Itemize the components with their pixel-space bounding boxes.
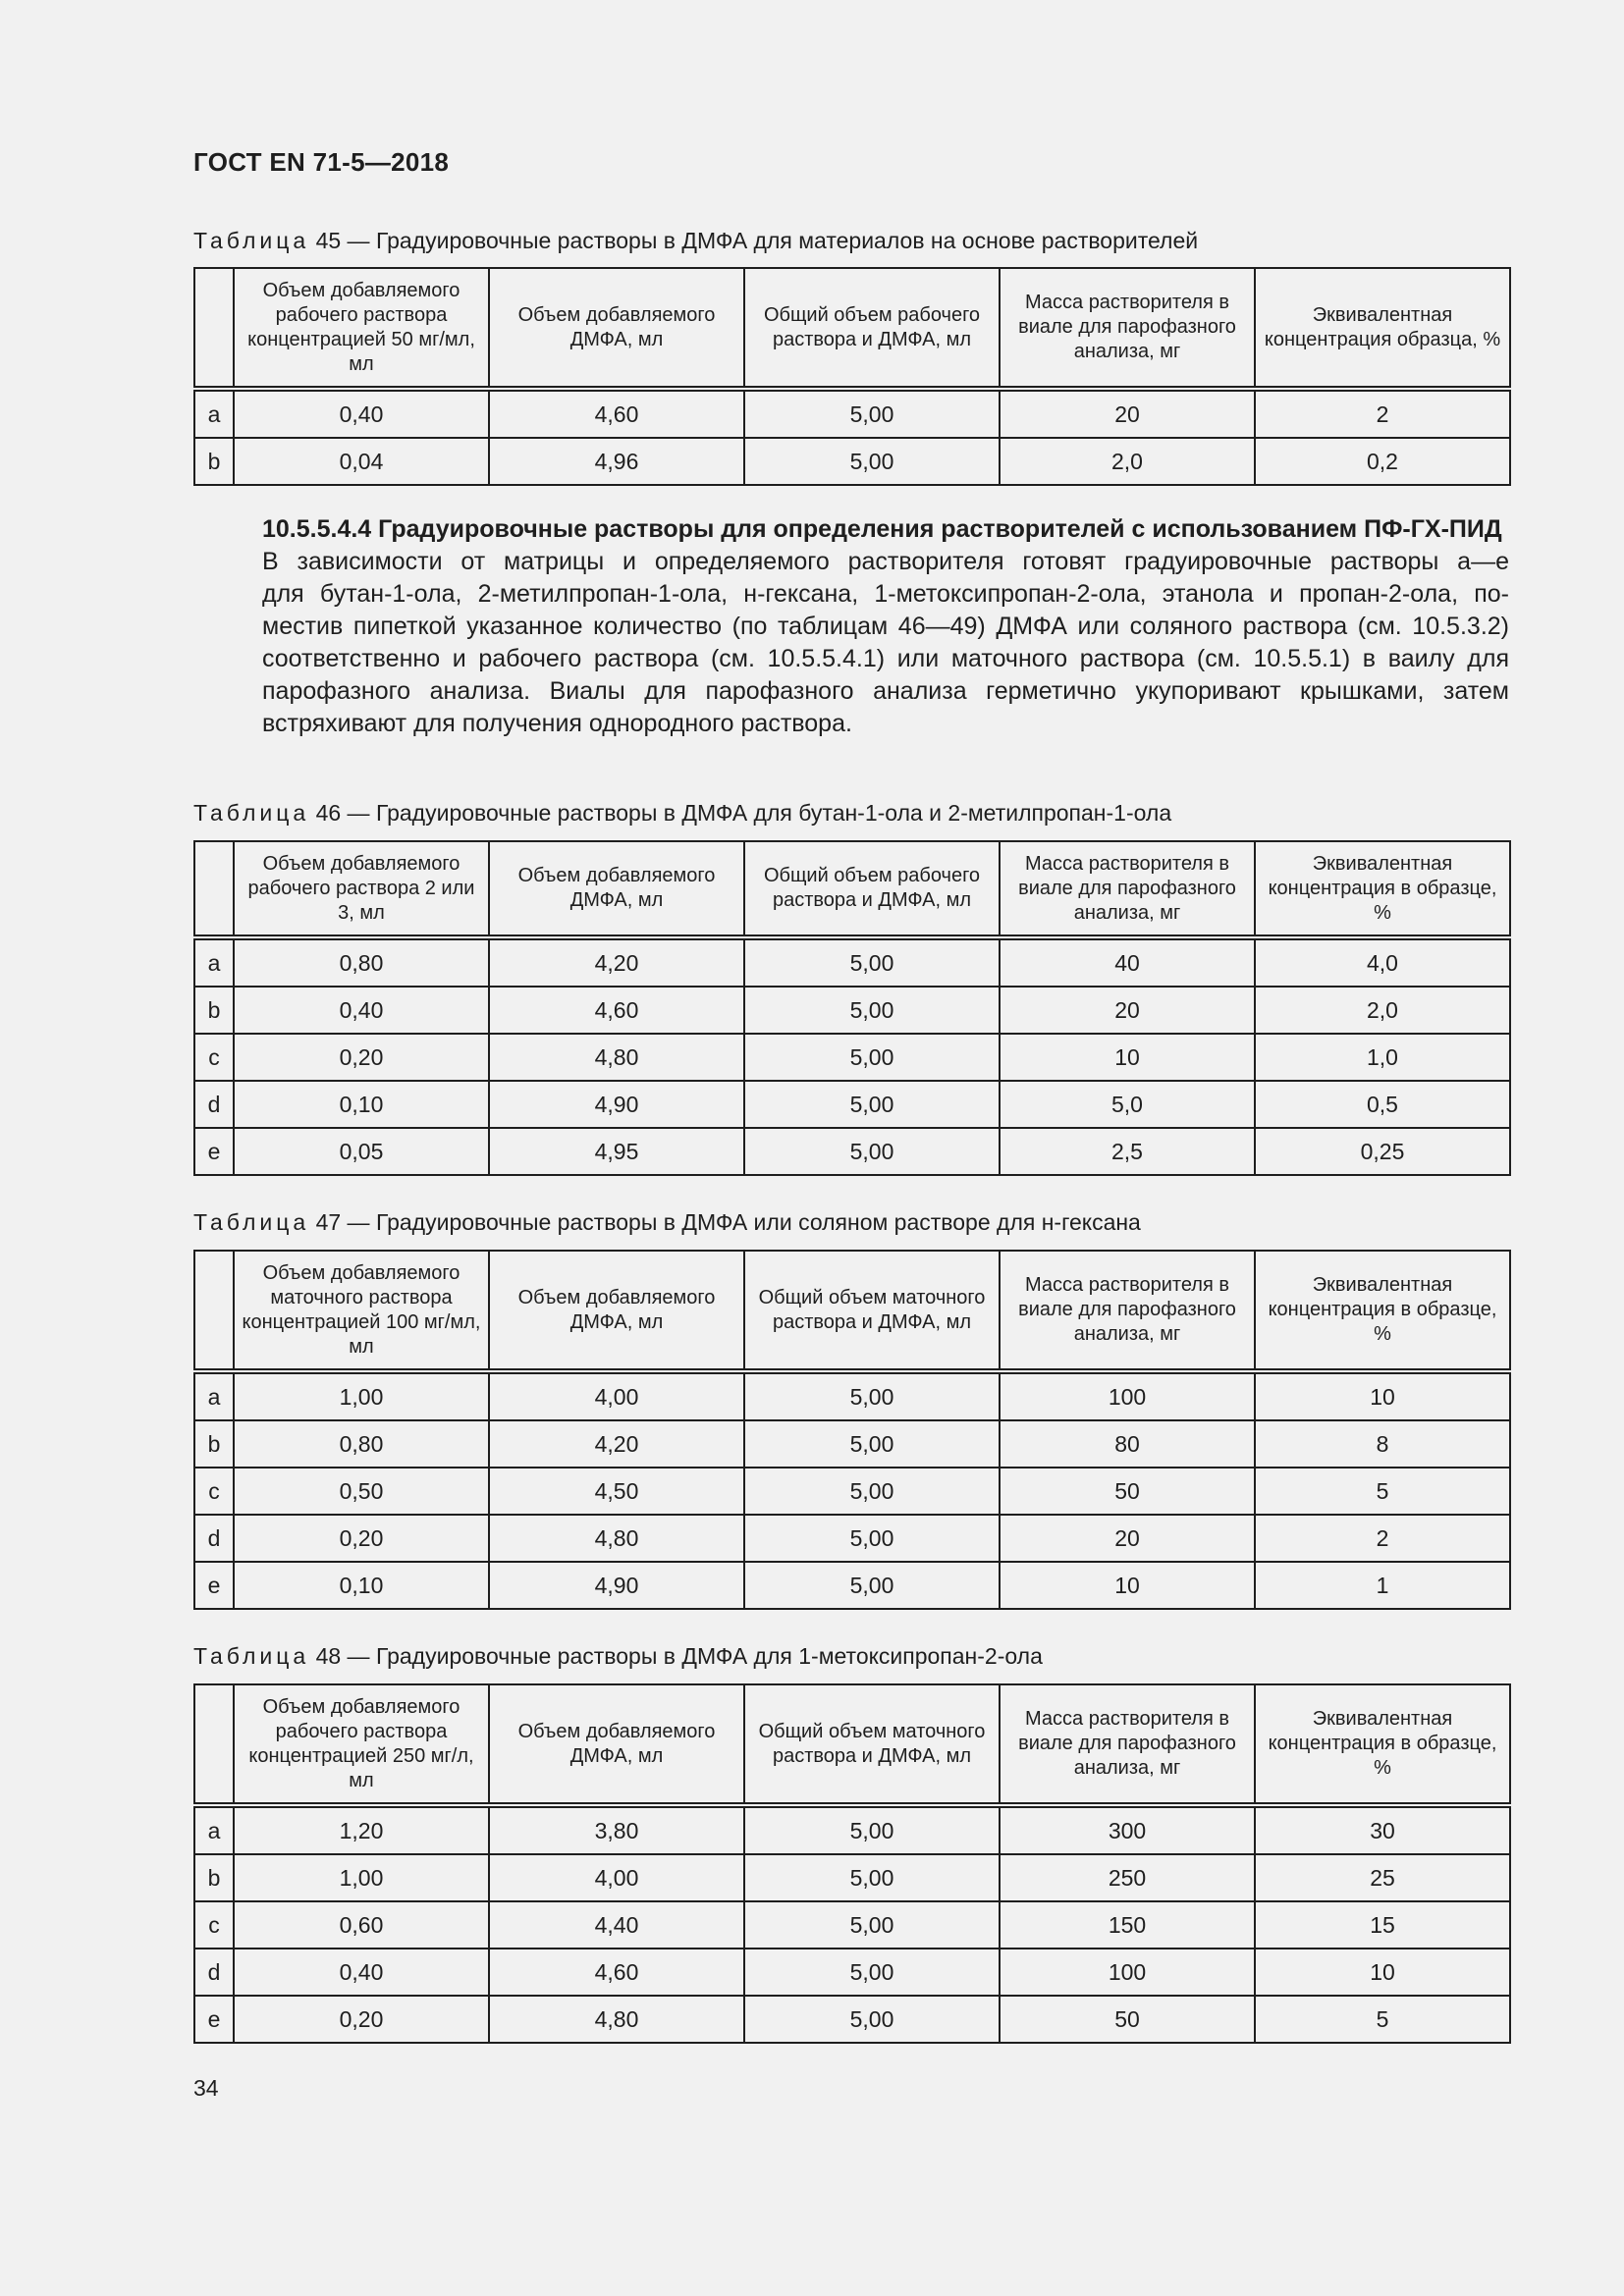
table-row	[194, 1949, 1510, 1996]
table-cell: 5	[1255, 1468, 1510, 1515]
table-cell-row-label: a	[194, 937, 234, 987]
table-46-caption-text: 46 — Градуировочные растворы в ДМФА для бутан-1-ола и 2-метилпропан-1-ола	[309, 800, 1172, 826]
table-cell: 4,0	[1255, 937, 1510, 987]
table-cell: 0,5	[1255, 1081, 1510, 1128]
table-cell-row-label: d	[194, 1515, 234, 1562]
table-45-header-row	[194, 268, 1510, 389]
table-cell: 20	[1000, 987, 1255, 1034]
table-48-caption-text: 48 — Градуировочные растворы в ДМФА для 1-метоксипропан-2-ола	[309, 1643, 1043, 1669]
table-48-header-cell: Эквивалентная концентрация в образце, %	[1255, 1684, 1510, 1805]
table-45-caption-text: 45 — Градуировочные растворы в ДМФА для материалов на основе растворителей	[309, 228, 1199, 253]
table-cell: 0,80	[234, 1420, 489, 1468]
table-row	[194, 1515, 1510, 1562]
table-48-header-cell: Общий объем маточного раствора и ДМФА, мл	[744, 1684, 1000, 1805]
table-cell: 1,00	[234, 1854, 489, 1901]
table-cell: 5,00	[744, 1805, 1000, 1854]
table-cell: 4,00	[489, 1854, 744, 1901]
table-cell: 5,00	[744, 987, 1000, 1034]
table-45-header-cell: Общий объем рабочего раствора и ДМФА, мл	[744, 268, 1000, 389]
table-46-header-blank	[194, 841, 234, 937]
table-45-header-cell: Эквивалентная концентрация образца, %	[1255, 268, 1510, 389]
table-cell: 5,0	[1000, 1081, 1255, 1128]
document-header-title: ГОСТ EN 71-5—2018	[193, 147, 450, 177]
table-cell: 5,00	[744, 1515, 1000, 1562]
table-cell: 4,80	[489, 1034, 744, 1081]
table-cell: 5,00	[744, 1996, 1000, 2043]
table-48-header-row	[194, 1684, 1510, 1805]
table-cell: 5,00	[744, 1371, 1000, 1420]
table-45	[193, 267, 1511, 486]
table-cell: 4,20	[489, 937, 744, 987]
table-cell: 0,50	[234, 1468, 489, 1515]
table-cell: 4,20	[489, 1420, 744, 1468]
table-46-header-cell: Эквивалентная концентрация в образце, %	[1255, 841, 1510, 937]
table-47-caption-text: 47 — Градуировочные растворы в ДМФА или соляном растворе для н-гексана	[309, 1209, 1141, 1235]
table-cell-row-label: c	[194, 1468, 234, 1515]
table-cell: 4,40	[489, 1901, 744, 1949]
table-47-header-cell: Эквивалентная концентрация в образце, %	[1255, 1251, 1510, 1371]
table-cell: 1,00	[234, 1371, 489, 1420]
table-cell: 50	[1000, 1996, 1255, 2043]
table-45-header-cell: Масса растворителя в виале для парофазного анализа, мг	[1000, 268, 1255, 389]
table-cell: 4,90	[489, 1081, 744, 1128]
table-cell: 4,60	[489, 987, 744, 1034]
table-45-header-cell: Объем добавляемого ДМФА, мл	[489, 268, 744, 389]
table-row	[194, 1854, 1510, 1901]
table-row	[194, 1128, 1510, 1175]
table-row	[194, 937, 1510, 987]
table-cell: 4,80	[489, 1996, 744, 2043]
table-cell: 5,00	[744, 1128, 1000, 1175]
table-48-header-cell: Объем добавляемого ДМФА, мл	[489, 1684, 744, 1805]
table-cell: 15	[1255, 1901, 1510, 1949]
table-cell: 5,00	[744, 1081, 1000, 1128]
table-cell: 2,5	[1000, 1128, 1255, 1175]
table-cell: 5,00	[744, 1562, 1000, 1609]
table-cell: 0,04	[234, 438, 489, 485]
table-cell: 5,00	[744, 389, 1000, 438]
table-cell: 5	[1255, 1996, 1510, 2043]
table-cell: 80	[1000, 1420, 1255, 1468]
table-cell: 0,40	[234, 1949, 489, 1996]
table-cell: 100	[1000, 1949, 1255, 1996]
table-cell: 4,00	[489, 1371, 744, 1420]
table-cell: 0,20	[234, 1515, 489, 1562]
table-cell: 10	[1000, 1562, 1255, 1609]
table-47-header-cell: Общий объем маточного раствора и ДМФА, мл	[744, 1251, 1000, 1371]
section-body	[193, 546, 1509, 740]
table-cell: 40	[1000, 937, 1255, 987]
table-cell: 5,00	[744, 438, 1000, 485]
table-46	[193, 840, 1511, 1176]
table-cell-row-label: a	[194, 389, 234, 438]
table-cell: 0,05	[234, 1128, 489, 1175]
table-cell: 2,0	[1000, 438, 1255, 485]
table-cell-row-label: d	[194, 1949, 234, 1996]
table-cell: 0,20	[234, 1996, 489, 2043]
table-cell: 150	[1000, 1901, 1255, 1949]
table-cell: 5,00	[744, 1901, 1000, 1949]
table-cell: 300	[1000, 1805, 1255, 1854]
table-cell: 20	[1000, 1515, 1255, 1562]
table-cell: 10	[1000, 1034, 1255, 1081]
table-cell: 2	[1255, 1515, 1510, 1562]
table-cell: 250	[1000, 1854, 1255, 1901]
table-row	[194, 1081, 1510, 1128]
table-cell: 25	[1255, 1854, 1510, 1901]
table-cell-row-label: a	[194, 1805, 234, 1854]
table-cell: 0,60	[234, 1901, 489, 1949]
table-cell: 0,2	[1255, 438, 1510, 485]
page-number: 34	[193, 2075, 219, 2101]
table-48-header-blank	[194, 1684, 234, 1805]
table-46-header-row	[194, 841, 1510, 937]
table-cell: 8	[1255, 1420, 1510, 1468]
table-47-caption	[193, 1209, 1141, 1236]
paragraph-line: местив пипеткой указанное количество (по таблицам 46—49) ДМФА или соляного раствора (см. 10.5.3.2)	[262, 613, 1509, 640]
table-cell: 0,10	[234, 1081, 489, 1128]
table-cell-row-label: a	[194, 1371, 234, 1420]
table-cell-row-label: b	[194, 1420, 234, 1468]
table-cell: 0,80	[234, 937, 489, 987]
table-cell-row-label: b	[194, 987, 234, 1034]
table-cell: 4,50	[489, 1468, 744, 1515]
table-cell: 1	[1255, 1562, 1510, 1609]
table-cell: 5,00	[744, 937, 1000, 987]
table-cell: 4,90	[489, 1562, 744, 1609]
table-cell: 4,60	[489, 389, 744, 438]
table-cell: 1,20	[234, 1805, 489, 1854]
table-46-header-cell: Объем добавляемого рабочего раствора 2 или 3, мл	[234, 841, 489, 937]
table-cell: 2,0	[1255, 987, 1510, 1034]
table-row	[194, 389, 1510, 438]
table-cell: 10	[1255, 1949, 1510, 1996]
table-cell: 5,00	[744, 1854, 1000, 1901]
table-cell: 10	[1255, 1371, 1510, 1420]
table-cell: 30	[1255, 1805, 1510, 1854]
table-row	[194, 987, 1510, 1034]
table-cell-row-label: d	[194, 1081, 234, 1128]
table-47-header-cell: Объем добавляемого маточного раствора концентрацией 100 мг/мл, мл	[234, 1251, 489, 1371]
table-47-header-cell: Масса растворителя в виале для парофазного анализа, мг	[1000, 1251, 1255, 1371]
table-47	[193, 1250, 1511, 1610]
table-cell: 5,00	[744, 1468, 1000, 1515]
table-cell: 0,20	[234, 1034, 489, 1081]
table-45-caption	[193, 228, 1198, 254]
table-48	[193, 1683, 1511, 2044]
table-cell-row-label: b	[194, 1854, 234, 1901]
table-cell-row-label: c	[194, 1901, 234, 1949]
table-cell-row-label: e	[194, 1128, 234, 1175]
table-cell-row-label: e	[194, 1996, 234, 2043]
table-cell: 4,60	[489, 1949, 744, 1996]
table-cell: 4,80	[489, 1515, 744, 1562]
table-48-header-cell: Масса растворителя в виале для парофазного анализа, мг	[1000, 1684, 1255, 1805]
paragraph-line: соответственно и рабочего раствора (см. 10.5.5.4.1) или маточного раствора (см. 10.5.5.1) в ваилу для	[262, 645, 1509, 672]
table-46-header-cell: Масса растворителя в виале для парофазного анализа, мг	[1000, 841, 1255, 937]
table-45-caption-prefix: Таблица	[193, 228, 310, 253]
table-cell-row-label: c	[194, 1034, 234, 1081]
paragraph-line: В зависимости от матрицы и определяемого растворителя готовят градуировочные растворы а—е	[262, 548, 1509, 575]
table-45-header-blank	[194, 268, 234, 389]
table-cell: 1,0	[1255, 1034, 1510, 1081]
section-10-5-5-4-4	[193, 513, 1509, 740]
table-row	[194, 1562, 1510, 1609]
table-cell-row-label: e	[194, 1562, 234, 1609]
table-cell: 100	[1000, 1371, 1255, 1420]
table-row	[194, 438, 1510, 485]
table-45-header-cell: Объем добавляемого рабочего раствора концентрацией 50 мг/мл, мл	[234, 268, 489, 389]
table-cell: 5,00	[744, 1034, 1000, 1081]
table-cell-row-label: b	[194, 438, 234, 485]
table-cell: 2	[1255, 389, 1510, 438]
table-46-header-cell: Объем добавляемого ДМФА, мл	[489, 841, 744, 937]
table-cell: 0,40	[234, 389, 489, 438]
table-cell: 0,25	[1255, 1128, 1510, 1175]
table-cell: 0,10	[234, 1562, 489, 1609]
table-row	[194, 1996, 1510, 2043]
table-47-caption-prefix: Таблица	[193, 1209, 310, 1235]
paragraph-line: парофазного анализа. Виалы для парофазного анализа герметично укупоривают крышками, затем	[262, 677, 1509, 705]
paragraph-line: для бутан-1-ола, 2-метилпропан-1-ола, н-гексана, 1-метоксипропан-2-ола, этанола и пропан-2-ола, по-	[262, 580, 1509, 608]
table-46-header-cell: Общий объем рабочего раствора и ДМФА, мл	[744, 841, 1000, 937]
table-row	[194, 1034, 1510, 1081]
table-46-caption-prefix: Таблица	[193, 800, 310, 826]
table-46-caption	[193, 800, 1171, 827]
table-48-caption	[193, 1643, 1043, 1670]
table-cell: 3,80	[489, 1805, 744, 1854]
table-row	[194, 1468, 1510, 1515]
table-cell: 4,95	[489, 1128, 744, 1175]
table-cell: 0,40	[234, 987, 489, 1034]
table-row	[194, 1371, 1510, 1420]
table-cell: 5,00	[744, 1949, 1000, 1996]
table-47-header-cell: Объем добавляемого ДМФА, мл	[489, 1251, 744, 1371]
table-cell: 5,00	[744, 1420, 1000, 1468]
table-47-header-row	[194, 1251, 1510, 1371]
table-48-header-cell: Объем добавляемого рабочего раствора концентрацией 250 мг/л, мл	[234, 1684, 489, 1805]
table-row	[194, 1901, 1510, 1949]
table-cell: 20	[1000, 389, 1255, 438]
section-heading: 10.5.5.4.4 Градуировочные растворы для определения растворителей с использованием ПФ-ГХ-ПИД	[262, 515, 1502, 543]
table-48-caption-prefix: Таблица	[193, 1643, 310, 1669]
table-row	[194, 1420, 1510, 1468]
table-row	[194, 1805, 1510, 1854]
table-cell: 50	[1000, 1468, 1255, 1515]
table-cell: 4,96	[489, 438, 744, 485]
paragraph-line: встряхивают для получения однородного раствора.	[262, 710, 852, 737]
table-47-header-blank	[194, 1251, 234, 1371]
